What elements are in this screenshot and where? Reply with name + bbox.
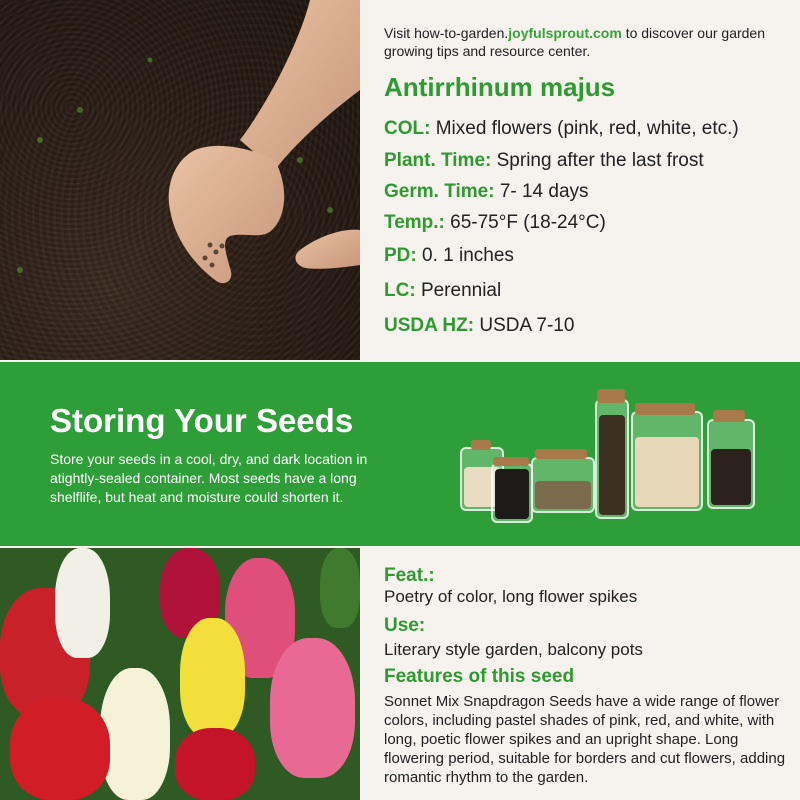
jar (531, 457, 595, 513)
seed-features-description: Sonnet Mix Snapdragon Seeds have a wide range of flower colors, including pastel shades of pink, red, and white, with long, poetic flower spikes and an upright shape. Long flowering period, suitable for borders and cut flowers, adding romantic rhythm to the garden. (384, 693, 786, 786)
hand-illustration (0, 0, 360, 360)
info-value: Perennial (420, 280, 502, 301)
info-key: USDA HZ: (384, 315, 475, 336)
info-key: Plant. Time: (384, 150, 492, 171)
info-value: 7- 14 days (499, 181, 589, 202)
info-value: Spring after the last frost (496, 150, 704, 171)
info-value: Mixed flowers (pink, red, white, etc.) (435, 118, 739, 139)
info-row-plant-time (384, 150, 704, 172)
snapdragon-flowers-photo (0, 548, 360, 800)
visit-prefix: Visit how-to-garden. (384, 25, 509, 41)
feat-value: Poetry of color, long flower spikes (384, 587, 638, 606)
info-key: PD: (384, 245, 417, 266)
soil-hand-photo (0, 0, 360, 360)
jar (595, 399, 629, 519)
info-row-usda-zone (384, 315, 574, 337)
info-value: USDA 7-10 (479, 315, 575, 336)
jar (491, 463, 533, 523)
storage-title: Storing Your Seeds (50, 402, 354, 439)
info-value: 0. 1 inches (422, 245, 514, 266)
jar (631, 411, 703, 511)
visit-note (384, 24, 784, 60)
feat-label: Feat.: (384, 565, 435, 586)
info-key: Temp.: (384, 212, 445, 233)
seed-jars-image (455, 385, 765, 525)
storage-text: Store your seeds in a cool, dry, and dark location in atightly-sealed container. Most seeds have a long shelflife, but heat and moisture could shorten it. (50, 451, 368, 505)
use-value: Literary style garden, balcony pots (384, 640, 643, 659)
info-row-temp (384, 212, 606, 234)
info-value: 65-75°F (18-24°C) (450, 212, 606, 233)
info-key: COL: (384, 118, 431, 139)
info-key: LC: (384, 280, 416, 301)
jar (707, 419, 755, 509)
info-row-germ-time (384, 181, 589, 203)
info-row-color (384, 118, 739, 140)
info-row-planting-depth (384, 245, 514, 267)
seed-features-title: Features of this seed (384, 666, 575, 687)
info-row-life-cycle (384, 280, 501, 302)
brand-link[interactable]: joyfulsprout.com (508, 25, 622, 41)
use-label: Use: (384, 615, 426, 636)
scientific-name: Antirrhinum majus (384, 72, 616, 102)
info-key: Germ. Time: (384, 181, 495, 202)
visit-suffix: to discover our garden growing tips and resource center. (384, 25, 766, 59)
